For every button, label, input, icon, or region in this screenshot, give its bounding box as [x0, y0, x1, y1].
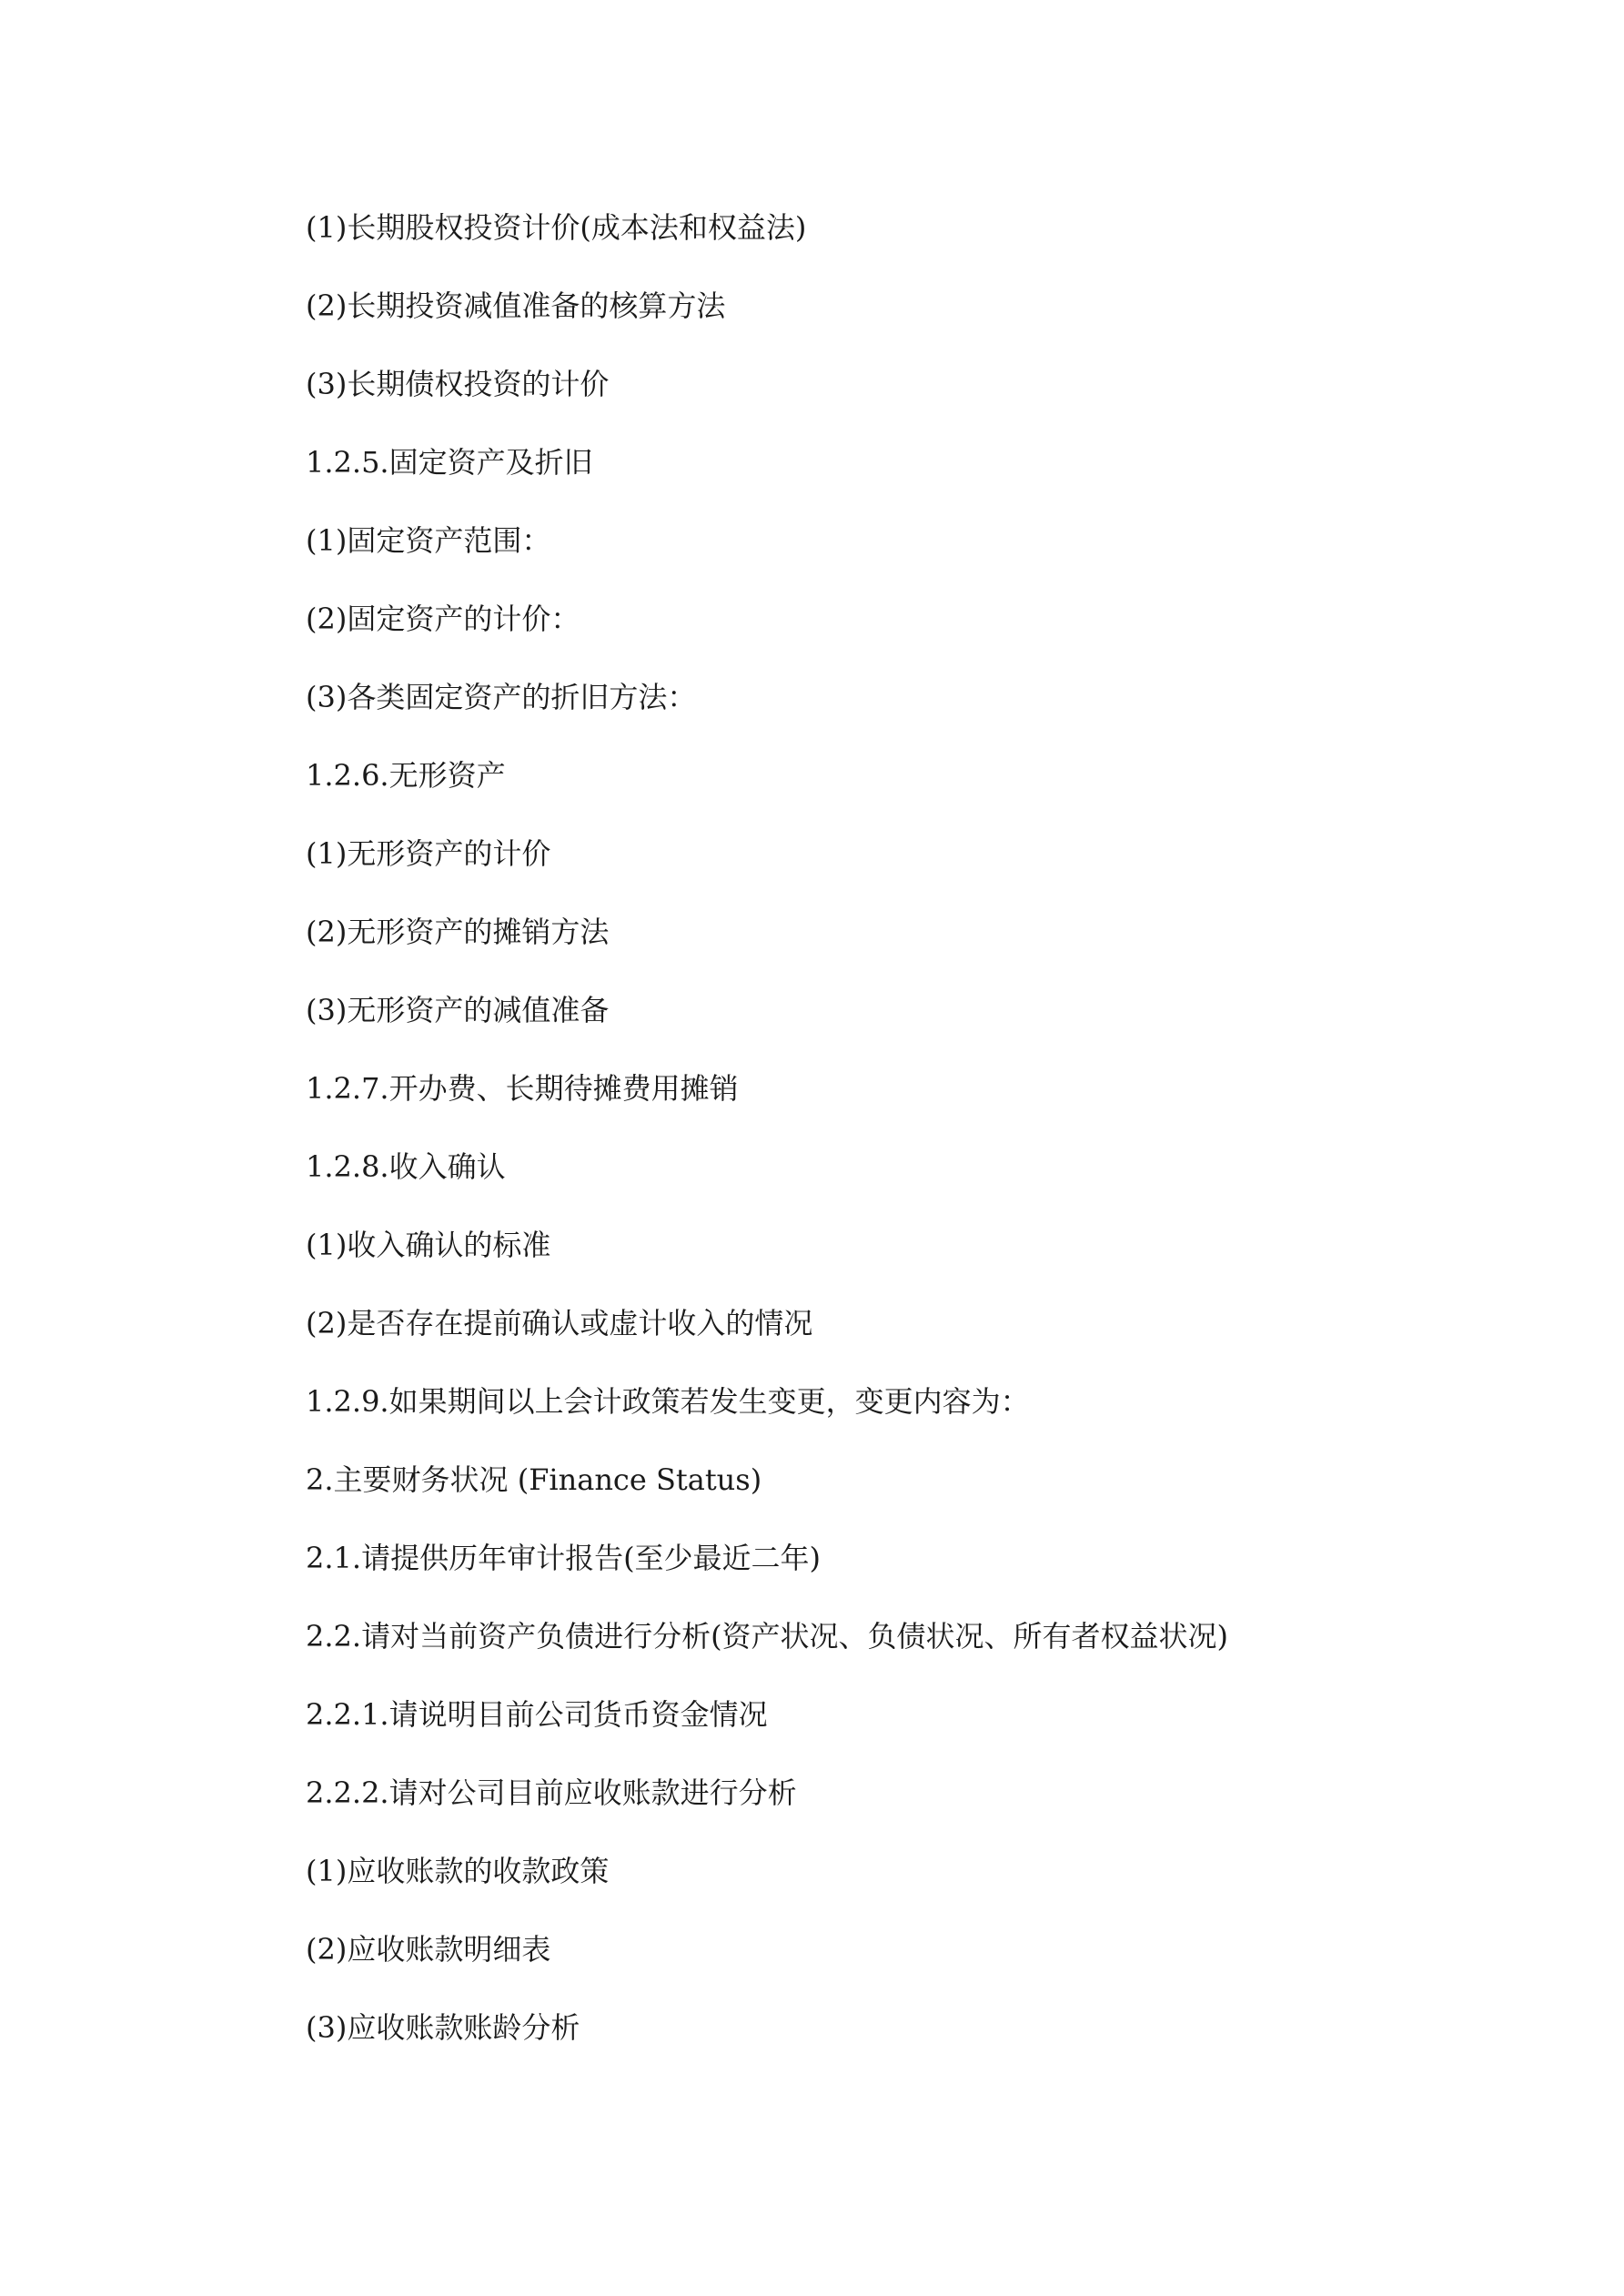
line-18: 2.1.请提供历年审计报告(至少最近二年) [306, 1541, 822, 1575]
line-8: 1.2.6.无形资产 [306, 758, 506, 793]
line-10: (2)无形资产的摊销方法 [306, 915, 610, 949]
line-17: 2.主要财务状况 (Finance Status) [306, 1462, 762, 1497]
line-9: (1)无形资产的计价 [306, 836, 551, 871]
line-1: (1)长期股权投资计价(成本法和权益法) [306, 210, 807, 245]
line-13: 1.2.8.收入确认 [306, 1149, 506, 1184]
line-3: (3)长期债权投资的计价 [306, 367, 610, 401]
line-6: (2)固定资产的计价： [306, 602, 580, 636]
line-22: (1)应收账款的收款政策 [306, 1854, 610, 1888]
line-4: 1.2.5.固定资产及折旧 [306, 445, 593, 480]
document-body [306, 200, 1228, 2079]
line-20: 2.2.1.请说明目前公司货币资金情况 [306, 1697, 768, 1732]
line-14: (1)收入确认的标准 [306, 1228, 551, 1262]
line-23: (2)应收账款明细表 [306, 1932, 551, 1967]
line-5: (1)固定资产范围： [306, 523, 551, 558]
line-11: (3)无形资产的减值准备 [306, 993, 610, 1027]
line-21: 2.2.2.请对公司目前应收账款进行分析 [306, 1775, 797, 1810]
line-15: (2)是否存在提前确认或虚计收入的情况 [306, 1306, 813, 1340]
line-16: 1.2.9.如果期间以上会计政策若发生变更，变更内容为： [306, 1384, 1030, 1419]
line-12: 1.2.7.开办费、长期待摊费用摊销 [306, 1071, 739, 1106]
line-2: (2)长期投资减值准备的核算方法 [306, 288, 726, 323]
line-19: 2.2.请对当前资产负债进行分析(资产状况、负债状况、所有者权益状况) [306, 1619, 1229, 1654]
line-7: (3)各类固定资产的折旧方法： [306, 680, 697, 714]
line-24: (3)应收账款账龄分析 [306, 2010, 580, 2045]
